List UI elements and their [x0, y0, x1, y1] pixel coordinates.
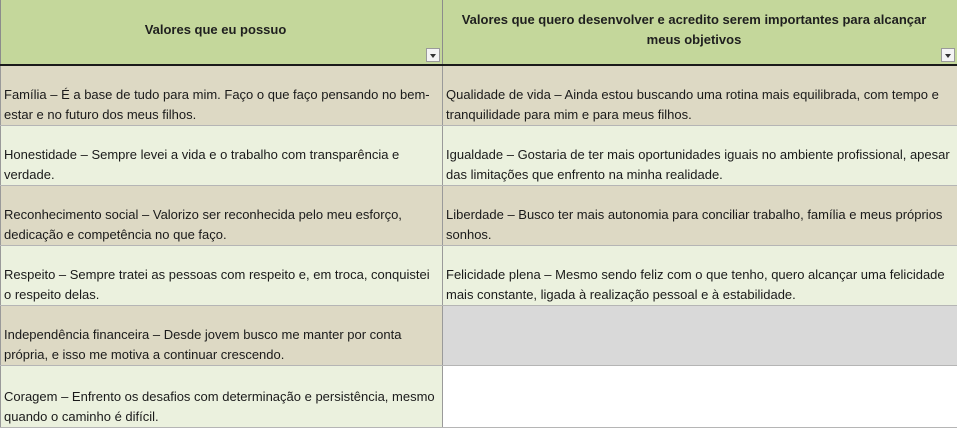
header-values-to-develop[interactable]	[443, 0, 957, 65]
cell-values-i-have[interactable]: Reconhecimento social – Valorizo ser reconhecida pelo meu esforço, dedicação e competência no que faço.	[1, 185, 443, 245]
cell-values-i-have[interactable]: Respeito – Sempre tratei as pessoas com respeito e, em troca, conquistei o respeito delas.	[1, 245, 443, 305]
table-row	[1, 125, 957, 185]
table-row	[1, 245, 957, 305]
cell-values-to-develop[interactable]	[443, 365, 957, 427]
table-row	[1, 305, 957, 365]
cell-values-to-develop[interactable]: Liberdade – Busco ter mais autonomia para conciliar trabalho, família e meus próprios sonhos.	[443, 185, 957, 245]
cell-values-i-have[interactable]: Honestidade – Sempre levei a vida e o trabalho com transparência e verdade.	[1, 125, 443, 185]
cell-values-i-have[interactable]: Coragem – Enfrento os desafios com determinação e persistência, mesmo quando o caminho é difícil.	[1, 365, 443, 427]
header-row	[1, 0, 957, 65]
filter-dropdown-icon[interactable]	[426, 48, 440, 62]
header-values-i-have-label: Valores que eu possuo	[144, 22, 287, 37]
table-row	[1, 185, 957, 245]
header-values-to-develop-label: Valores que quero desenvolver e acredito serem importantes para alcançar meus objetivos	[461, 12, 927, 47]
header-values-i-have[interactable]	[1, 0, 443, 65]
cell-values-to-develop[interactable]: Qualidade de vida – Ainda estou buscando uma rotina mais equilibrada, com tempo e tranquilidade para mim e para meus filhos.	[443, 65, 957, 125]
cell-values-i-have[interactable]: Família – É a base de tudo para mim. Faço o que faço pensando no bem-estar e no futuro dos meus filhos.	[1, 65, 443, 125]
cell-values-to-develop[interactable]: Felicidade plena – Mesmo sendo feliz com o que tenho, quero alcançar uma felicidade mais constante, ligada à realização pessoal e à estabilidade.	[443, 245, 957, 305]
table-row	[1, 365, 957, 427]
filter-dropdown-icon[interactable]	[941, 48, 955, 62]
cell-values-i-have[interactable]: Independência financeira – Desde jovem busco me manter por conta própria, e isso me motiva a continuar crescendo.	[1, 305, 443, 365]
cell-values-to-develop[interactable]	[443, 305, 957, 365]
cell-values-to-develop[interactable]: Igualdade – Gostaria de ter mais oportunidades iguais no ambiente profissional, apesar das limitações que enfrento na minha realidade.	[443, 125, 957, 185]
table-row	[1, 65, 957, 125]
